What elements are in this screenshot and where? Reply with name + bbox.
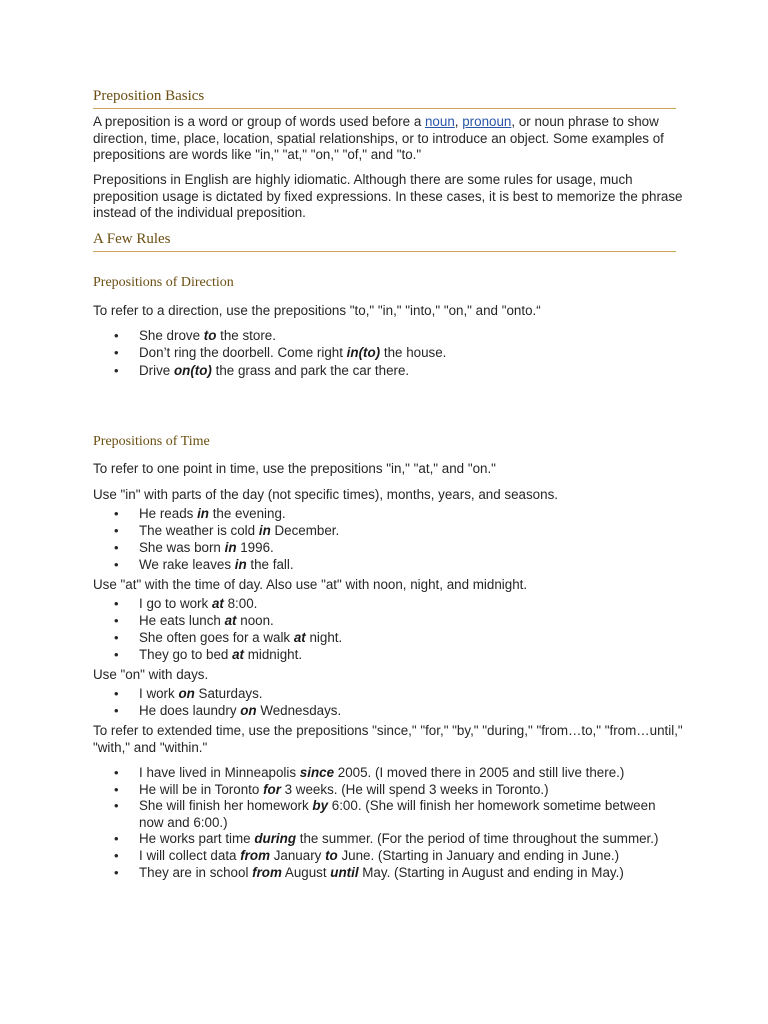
time-in-intro: Use "in" with parts of the day (not specific times), months, years, and seasons. (93, 487, 558, 502)
text-span: Don’t ring the doorbell. Come right (139, 345, 347, 361)
text-span: The weather is cold (139, 523, 259, 539)
preposition-keyword: from (252, 864, 282, 880)
preposition-keyword: on(to) (173, 362, 212, 378)
text-span: I will collect data (139, 847, 241, 863)
text-span: night. (305, 630, 343, 646)
list-item (93, 798, 676, 831)
text-span: 2005. (I moved there in 2005 and still live there.) (334, 765, 625, 780)
list-item (93, 595, 676, 612)
list-item (93, 831, 676, 848)
list-item (93, 685, 676, 702)
text-span: June. (Starting in January and ending in June.) (337, 847, 620, 863)
text-span: She often goes for a walk (139, 630, 294, 646)
preposition-keyword: on (240, 703, 257, 719)
text-span: 1996. (236, 540, 274, 556)
text-span: He does laundry (139, 703, 241, 719)
text-span: 6:00. (She will finish her homework sometime between now and 6:00.) (139, 798, 656, 830)
preposition-keyword: at (211, 596, 224, 611)
text-span: December. (270, 523, 340, 539)
list-item (93, 865, 676, 882)
text-span: A preposition is a word or group of words used before a (93, 114, 425, 129)
preposition-keyword: at (224, 613, 237, 629)
preposition-keyword: on (178, 686, 195, 701)
text-span: , (454, 114, 463, 129)
preposition-keyword: in (258, 523, 271, 539)
text-span: January (269, 847, 326, 863)
text-span: , or noun phrase to show direction, time, place, location, spatial relationships, or to introduce an object. Some examples of prepositions are words like "in," "at," "on," "of," and "to." (93, 114, 664, 162)
text-span: I have lived in Minneapolis (139, 765, 300, 780)
preposition-keyword: in (197, 506, 209, 521)
list-item (93, 539, 676, 556)
link-pronoun[interactable]: pronoun (462, 114, 512, 129)
preposition-keyword: in (224, 540, 237, 556)
text-span: She was born (139, 540, 225, 556)
list-item (93, 522, 676, 539)
preposition-keyword: in(to) (346, 345, 381, 361)
text-span: Drive (139, 362, 174, 378)
text-span: They go to bed (139, 647, 233, 663)
text-span: I work (139, 686, 179, 701)
paragraph-definition (93, 114, 683, 164)
paragraph-idiomatic: Prepositions in English are highly idiomatic. Although there are some rules for usage, much preposition usage is dictated by fixed expressions. In these cases, it is best to memorize the phrase instead of the individual preposition. (93, 172, 683, 220)
heading-preposition-basics: Preposition Basics (93, 88, 676, 109)
preposition-keyword: at (293, 630, 306, 646)
link-noun[interactable]: noun (424, 114, 455, 129)
list-item (93, 629, 676, 646)
preposition-keyword: at (232, 647, 244, 663)
text-span: the store. (216, 328, 276, 343)
text-span: the evening. (208, 506, 286, 521)
time-extended-list (93, 765, 676, 881)
time-in-list (93, 505, 676, 573)
text-span: the grass and park the car there. (211, 362, 410, 378)
text-span: He eats lunch (139, 613, 225, 629)
text-span: the summer. (For the period of time throughout the summer.) (296, 831, 659, 847)
direction-intro: To refer to a direction, use the prepositions "to," "in," "into," "on," and "onto.“ (93, 303, 541, 318)
time-at-list (93, 595, 676, 663)
preposition-keyword: for (263, 781, 281, 797)
text-span: He reads (139, 506, 198, 521)
heading-prepositions-of-direction: Prepositions of Direction (93, 275, 234, 290)
text-span: We rake leaves (139, 557, 235, 573)
time-intro: To refer to one point in time, use the prepositions "in," "at," and "on." (93, 461, 496, 476)
text-span: He will be in Toronto (139, 781, 264, 797)
text-span: Wednesdays. (256, 703, 342, 719)
text-span: May. (Starting in August and ending in May.) (358, 864, 624, 880)
text-span: the house. (380, 345, 447, 361)
list-item (93, 702, 676, 719)
heading-prepositions-of-time: Prepositions of Time (93, 434, 210, 449)
list-item (93, 782, 676, 799)
direction-list (93, 327, 676, 379)
text-span: midnight. (243, 647, 303, 663)
time-extended-intro: To refer to extended time, use the prepositions "since," "for," "by," "during," "from…to," "from…until," "with," and "within." (93, 723, 683, 755)
list-item (93, 344, 676, 361)
text-span: 3 weeks. (He will spend 3 weeks in Toronto.) (280, 781, 549, 797)
list-item (93, 765, 676, 782)
text-span: Saturdays. (194, 686, 263, 701)
preposition-keyword: by (312, 798, 329, 814)
list-item (93, 848, 676, 865)
list-item (93, 612, 676, 629)
list-item (93, 362, 676, 379)
text-span: He works part time (139, 831, 255, 847)
text-span: the fall. (246, 557, 294, 573)
list-item (93, 505, 676, 522)
preposition-keyword: during (254, 831, 296, 847)
text-span: They are in school (139, 864, 253, 880)
text-span: August (281, 864, 331, 880)
text-span: She will finish her homework (139, 798, 313, 814)
time-on-intro: Use "on" with days. (93, 667, 209, 682)
text-span: She drove (139, 328, 204, 343)
preposition-keyword: from (240, 847, 270, 863)
preposition-keyword: to (325, 847, 338, 863)
preposition-keyword: until (330, 864, 359, 880)
preposition-keyword: in (234, 557, 247, 573)
heading-a-few-rules: A Few Rules (93, 231, 676, 252)
preposition-keyword: since (299, 765, 335, 780)
list-item (93, 327, 676, 344)
list-item (93, 646, 676, 663)
list-item (93, 556, 676, 573)
text-span: 8:00. (223, 596, 258, 611)
text-span: noon. (236, 613, 274, 629)
preposition-keyword: to (203, 328, 217, 343)
time-on-list (93, 685, 676, 719)
time-at-intro: Use "at" with the time of day. Also use "at" with noon, night, and midnight. (93, 577, 528, 592)
text-span: I go to work (139, 596, 212, 611)
